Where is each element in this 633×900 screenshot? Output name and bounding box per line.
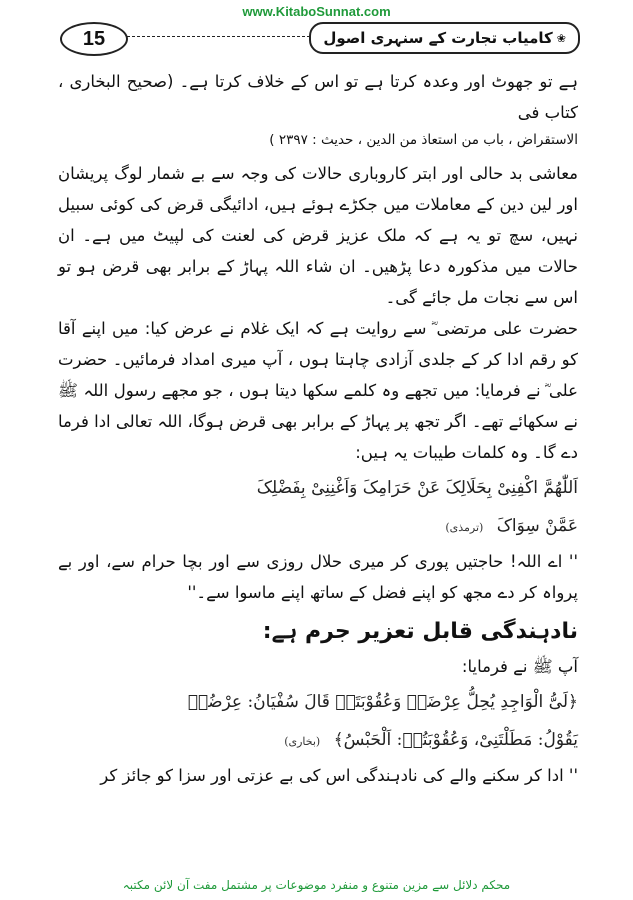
book-title-text: کامیاب تجارت کے سنہری اصول — [323, 29, 553, 47]
dua-translation: '' اے اللہ! حاجتیں پوری کر میری حلال روزی سے اور بچا حرام سے، اور بے پرواہ کر دے مجھ کو اپنے فضل کے ساتھ اپنے ماسوا سے۔'' — [58, 552, 578, 602]
dua-source: (ترمذی) — [445, 521, 484, 534]
dua-arabic-line-1: اَللّٰھُمَّ اکْفِنِیْ بِحَلَالِکَ عَنْ حَرَامِکَ وَاَغْنِنِیْ بِفَضْلِکَ — [256, 478, 578, 498]
section-heading: نادہندگی قابل تعزیر جرم ہے: — [262, 619, 578, 644]
hadith-continuation: ہے تو جھوٹ اور وعدہ کرتا ہے تو اس کے خلاف کرتا ہے۔ (صحیح البخاری ، کتاب فی — [58, 72, 578, 122]
site-url[interactable]: www.KitaboSunnat.com — [242, 4, 391, 19]
dua-arabic-line-2 — [58, 508, 578, 546]
hadith-arabic-text: یَقُوْلُ: مَطَلْتَنِیْ، وَعُقُوْبَتُہٗ: اَلْحَبْسُ﴾ — [333, 730, 578, 750]
hadith-source: (بخاری) — [284, 735, 321, 748]
footer-text: محکم دلائل سے مزین متنوع و منفرد موضوعات پر مشتمل مفت آن لائن مکتبہ — [122, 878, 511, 892]
page-header — [60, 20, 580, 54]
dua-arabic-text: عَمَّنْ سِوَاکَ — [496, 516, 578, 536]
paragraph-debt-situation: معاشی بد حالی اور ابتر کاروباری حالات کی وجہ سے بے شمار لوگ پریشان اور لین دین کے معاملات میں جکڑے ہوئے ہیں، ادائیگی قرض کی کوئی سبیل نہیں، سچ تو یہ ہے کہ ملک عزیز قرض کی لعنت کی لپیٹ میں ہے۔ ان حالات میں مذکورہ دعا پڑھیں۔ ان شاء اللہ پہاڑ کے برابر بھی قرض ہو تو اس سے نجات مل جائے گی۔ — [58, 164, 578, 307]
book-title — [309, 22, 580, 54]
ornament-icon: ❀ — [556, 31, 566, 45]
page-content — [58, 66, 578, 791]
page-number: 15 — [60, 22, 128, 56]
hadith-intro: آپ ﷺ نے فرمایا: — [461, 657, 578, 676]
hadith-arabic-line-2 — [58, 722, 578, 760]
hadith-reference: الاستقراض ، باب من استعاذ من الدین ، حدیث : ۲۳۹۷ ) — [269, 132, 578, 148]
paragraph-ali-narration: حضرت علی مرتضی ؓ سے روایت ہے کہ ایک غلام نے عرض کیا: میں اپنے آقا کو رقم ادا کر کے جلدی آزادی چاہتا ہوں ، آپ میری امداد فرمائیں۔ حضرت علی ؓ نے فرمایا: میں تجھے وہ کلمے سکھا دیتا ہوں ، جو مجھے رسول اللہ ﷺ نے سکھائے تھے۔ اگر تجھ پر پہاڑ کے برابر بھی قرض ہوگا، اللہ تعالی ادا فرما دے گا۔ وہ کلمات طیبات یہ ہیں: — [58, 319, 578, 462]
hadith-arabic-line-1: ﴿لَیُّ الْوَاجِدِ یُحِلُّ عِرْضَہٗ وَعُقُوْبَتَہٗ قَالَ سُفْیَانُ: عِرْضُہٗ — [187, 692, 578, 712]
hadith-translation: '' ادا کر سکنے والے کی نادہندگی اس کی بے عزتی اور سزا کو جائز کر — [100, 766, 578, 785]
